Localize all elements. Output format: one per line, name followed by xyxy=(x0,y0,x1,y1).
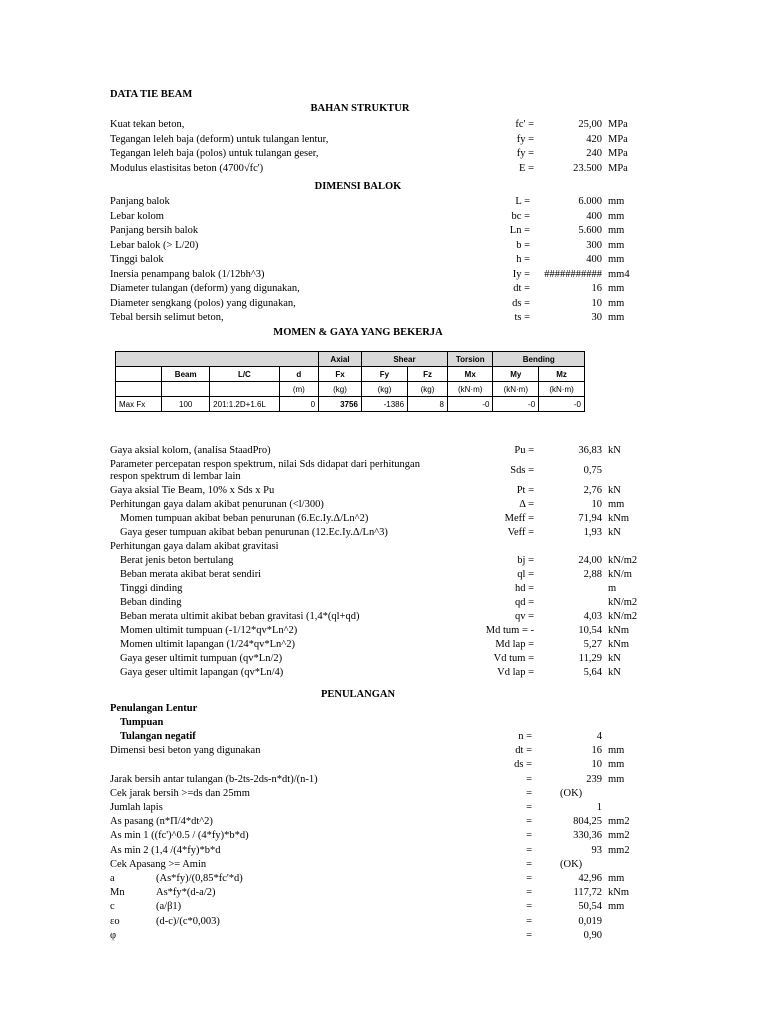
section-bahan-struktur: BAHAN STRUKTUR xyxy=(310,103,410,114)
row-value: 0,75 xyxy=(583,465,602,476)
row-label: Beban dinding xyxy=(120,597,182,608)
staad-cell: Torsion xyxy=(448,352,493,367)
row-label: Diameter sengkang (polos) yang digunakan, xyxy=(110,297,296,309)
row-value: 239 xyxy=(586,773,602,785)
row-value: 10 xyxy=(591,499,602,510)
row-value: ########### xyxy=(544,268,602,280)
staad-cell: Fx xyxy=(319,367,362,382)
row-value: 420 xyxy=(586,133,602,145)
staad-cell: (kN·m) xyxy=(539,382,585,397)
row-value: 93 xyxy=(591,844,602,856)
row-symbol: = xyxy=(526,873,532,884)
row-label: Inersia penampang balok (1/12bh^3) xyxy=(110,268,265,280)
row-unit: mm xyxy=(608,297,625,309)
row-label: Gaya aksial Tie Beam, 10% x Sds x Pu xyxy=(110,485,275,496)
row-symbol: qv = xyxy=(514,611,534,622)
row-label: Gaya geser tumpuan akibat beban penurunan (12.Ec.Iy.Δ/Ln^3) xyxy=(120,527,388,538)
row-label: Kuat tekan beton, xyxy=(110,119,185,130)
row-unit: mm4 xyxy=(608,268,630,280)
row-unit: kN/m2 xyxy=(608,611,638,622)
staad-row xyxy=(116,352,585,367)
row-unit: kN xyxy=(608,527,621,538)
row-unit: mm2 xyxy=(608,830,630,842)
row-unit: MPa xyxy=(608,148,628,159)
section-dimensi-balok: DIMENSI BALOK xyxy=(314,181,402,192)
row-value: 11,29 xyxy=(578,653,602,664)
row-value: 24,00 xyxy=(578,555,602,566)
row-value: 10 xyxy=(591,297,602,309)
row-label: As min 1 ((fc')^0.5 / (4*fy)*b*d) xyxy=(110,830,249,842)
row-label: Panjang bersih balok xyxy=(110,225,199,236)
staad-row xyxy=(116,382,585,397)
row-value: 330,36 xyxy=(573,830,602,842)
staad-cell xyxy=(116,352,319,367)
row-symbol: fc' = xyxy=(515,119,534,130)
row-unit: kNm xyxy=(608,513,629,524)
row-label: Tegangan leleh baja (deform) untuk tulangan lentur, xyxy=(110,133,329,145)
row-symbol: ql = xyxy=(517,569,534,580)
staad-cell: Bending xyxy=(493,352,585,367)
row-symbol: Meff = xyxy=(504,513,534,524)
staad-cell: (kN·m) xyxy=(448,382,493,397)
row-symbol: Pu = xyxy=(514,445,534,456)
row-value: 2,88 xyxy=(583,569,602,580)
staad-cell: Fz xyxy=(408,367,448,382)
row-symbol: b = xyxy=(516,239,530,251)
row-label: Cek jarak bersih >=ds dan 25mm xyxy=(110,787,250,799)
row-value: 10 xyxy=(591,759,602,771)
row-label: Cek Apasang >= Amin xyxy=(110,858,207,870)
row-symbol: = xyxy=(526,844,532,856)
row-symbol: fy = xyxy=(516,148,534,159)
row-label: Perhitungan gaya dalam akibat gravitasi xyxy=(110,541,279,552)
row-symbol: h = xyxy=(516,254,530,265)
row-unit: mm2 xyxy=(608,816,630,828)
row-check: (OK) xyxy=(560,858,583,870)
row-formula: As*fy*(d-a/2) xyxy=(156,887,216,899)
row-check: (OK) xyxy=(560,787,583,799)
row-formula: (As*fy)/(0,85*fc'*d) xyxy=(156,873,243,884)
row-value: 1,93 xyxy=(583,527,602,538)
staad-cell: Fy xyxy=(361,367,407,382)
row-value: 36,83 xyxy=(578,445,602,456)
row-symbol: = xyxy=(526,830,532,842)
row-value: 23.500 xyxy=(573,162,602,174)
staad-cell xyxy=(116,382,162,397)
row-symbol: fy = xyxy=(516,133,534,145)
row-symbol: qd = xyxy=(514,597,534,608)
row-label: Jarak bersih antar tulangan (b-2ts-2ds-n*dt)/(n-1) xyxy=(110,773,318,785)
staad-cell: My xyxy=(493,367,539,382)
row-unit: kNm xyxy=(608,625,629,636)
row-label: Momen tumpuan akibat beban penurunan (6.Ec.Iy.Δ/Ln^2) xyxy=(120,513,369,524)
staad-cell: (kg) xyxy=(319,382,362,397)
staad-row xyxy=(116,367,585,382)
row-symbol: = xyxy=(526,787,532,799)
row-value: 10,54 xyxy=(578,625,602,636)
row-symbol: = xyxy=(526,915,532,927)
row-unit: kN xyxy=(608,667,621,678)
staad-cell: -0 xyxy=(493,397,539,412)
staad-cell: d xyxy=(279,367,318,382)
row-label: εo xyxy=(110,915,120,927)
section-penulangan: PENULANGAN xyxy=(320,689,396,700)
row-unit: mm xyxy=(608,759,625,771)
row-label: Gaya geser ultimit tumpuan (qv*Ln/2) xyxy=(120,653,283,664)
row-label: φ xyxy=(110,929,117,941)
row-unit: MPa xyxy=(608,162,628,174)
staad-cell: L/C xyxy=(210,367,279,382)
row-symbol: Veff = xyxy=(507,527,534,538)
row-label: Tebal bersih selimut beton, xyxy=(110,312,224,323)
row-unit: kNm xyxy=(608,639,629,650)
row-symbol: = xyxy=(526,901,532,913)
row-label: Perhitungan gaya dalam akibat penurunan (<l/300) xyxy=(110,499,324,510)
row-value: 6.000 xyxy=(578,196,602,207)
row-symbol: L = xyxy=(515,196,530,207)
row-symbol: Vd lap = xyxy=(497,667,534,678)
staad-forces-table xyxy=(115,345,585,425)
staad-cell: (kg) xyxy=(408,382,448,397)
row-label: Momen ultimit tumpuan (-1/12*qv*Ln^2) xyxy=(120,625,298,636)
row-value: 71,94 xyxy=(578,513,602,524)
staad-cell: (m) xyxy=(279,382,318,397)
row-unit: mm xyxy=(608,210,625,222)
row-symbol: Md tum = - xyxy=(485,625,534,636)
row-unit: kN/m2 xyxy=(608,555,638,566)
row-unit: mm xyxy=(608,254,625,265)
staad-cell: Shear xyxy=(361,352,447,367)
row-value: 1 xyxy=(596,802,602,813)
staad-cell: Mx xyxy=(448,367,493,382)
row-value: 804,25 xyxy=(573,816,602,828)
row-symbol: = xyxy=(526,816,532,828)
row-label: Lebar kolom xyxy=(110,210,164,222)
staad-cell: -0 xyxy=(448,397,493,412)
row-value: 240 xyxy=(586,148,602,159)
row-label: Beban merata ultimit akibat beban gravitasi (1,4*(ql+qd) xyxy=(120,611,360,622)
row-symbol: dt = xyxy=(515,745,532,757)
staad-cell: 8 xyxy=(408,397,448,412)
row-symbol: Sds = xyxy=(510,465,534,476)
row-label: Mn xyxy=(110,887,125,899)
row-unit: mm xyxy=(608,773,625,785)
row-label: Tegangan leleh baja (polos) untuk tulangan geser, xyxy=(110,148,319,159)
row-label: a xyxy=(110,873,115,884)
row-unit: kN/m xyxy=(608,569,632,580)
row-unit: mm xyxy=(608,196,625,207)
row-label: Beban merata akibat berat sendiri xyxy=(120,569,262,580)
row-value: 117,72 xyxy=(573,887,602,899)
row-label: c xyxy=(110,901,115,913)
staad-cell: -0 xyxy=(539,397,585,412)
staad-cell xyxy=(116,367,162,382)
row-unit: kNm xyxy=(608,887,629,899)
row-symbol: ts = xyxy=(514,312,530,323)
row-symbol: ds = xyxy=(512,297,530,309)
row-value: 30 xyxy=(591,312,602,323)
section-momen-gaya: MOMEN & GAYA YANG BEKERJA xyxy=(273,327,443,338)
row-unit: mm xyxy=(608,499,625,510)
table-crop-edge xyxy=(115,345,585,351)
staad-cell: 0 xyxy=(279,397,318,412)
row-unit: MPa xyxy=(608,119,628,130)
row-value: 5,64 xyxy=(583,667,602,678)
row-value: 4 xyxy=(596,731,602,742)
row-value: 2,76 xyxy=(583,485,602,496)
row-unit: mm xyxy=(608,312,625,323)
staad-cell: 100 xyxy=(162,397,210,412)
row-symbol: Ln = xyxy=(509,225,530,236)
row-value: 42,96 xyxy=(578,873,602,884)
staad-cell: 3756 xyxy=(319,397,362,412)
row-symbol: Vd tum = xyxy=(493,653,534,664)
row-value: 50,54 xyxy=(578,901,602,913)
row-label: Gaya geser ultimit lapangan (qv*Ln/4) xyxy=(120,667,284,678)
row-label: Gaya aksial kolom, (analisa StaadPro) xyxy=(110,445,271,456)
row-unit: m xyxy=(608,583,617,594)
row-value: 4,03 xyxy=(583,611,602,622)
row-label: Berat jenis beton bertulang xyxy=(120,555,234,566)
staad-cell: Beam xyxy=(162,367,210,382)
row-symbol: bc = xyxy=(511,210,530,222)
row-label: Tinggi balok xyxy=(110,254,164,265)
row-value: 16 xyxy=(591,745,602,757)
row-unit: mm xyxy=(608,283,625,294)
row-label: Momen ultimit lapangan (1/24*qv*Ln^2) xyxy=(120,639,295,650)
row-unit: mm xyxy=(608,239,625,251)
row-label: Modulus elastisitas beton (4700√fc') xyxy=(110,162,264,174)
row-label: Dimensi besi beton yang digunakan xyxy=(110,745,261,757)
staad-cell: (kN·m) xyxy=(493,382,539,397)
row-value: 0,019 xyxy=(578,915,602,927)
row-label: Diameter tulangan (deform) yang digunakan, xyxy=(110,283,300,294)
row-symbol: hd = xyxy=(514,583,534,594)
row-symbol: dt = xyxy=(513,283,530,294)
row-symbol: n = xyxy=(518,731,532,742)
row-symbol: bj = xyxy=(517,555,534,566)
row-value: 400 xyxy=(586,254,602,265)
staad-cell: -1386 xyxy=(361,397,407,412)
row-unit: MPa xyxy=(608,133,628,145)
row-symbol: = xyxy=(526,858,532,870)
row-value: 16 xyxy=(591,283,602,294)
row-symbol: = xyxy=(526,802,532,813)
staad-cell: 201:1.2D+1.6L xyxy=(210,397,279,412)
row-unit: mm xyxy=(608,901,625,913)
tumpuan-heading: Tumpuan xyxy=(120,717,164,728)
row-symbol: = xyxy=(526,929,532,941)
row-unit: mm xyxy=(608,745,625,757)
row-formula: (d-c)/(c*0,003) xyxy=(156,915,220,927)
row-value: 5,27 xyxy=(583,639,602,650)
row-value: 300 xyxy=(586,239,602,251)
row-label: As pasang (n*Π/4*dt^2) xyxy=(110,816,213,828)
row-value: 0,90 xyxy=(583,929,602,941)
row-symbol: Pt = xyxy=(516,485,534,496)
row-label: Lebar balok (> L/20) xyxy=(110,239,199,251)
staad-cell: (kg) xyxy=(361,382,407,397)
row-symbol: = xyxy=(526,773,532,785)
row-unit: kN xyxy=(608,445,621,456)
row-unit: mm xyxy=(608,873,625,884)
row-unit: kN xyxy=(608,485,621,496)
row-symbol: Md lap = xyxy=(495,639,534,650)
row-symbol: = xyxy=(526,887,532,899)
row-unit: kN xyxy=(608,653,621,664)
row-formula: (a/β1) xyxy=(156,901,182,913)
row-symbol: ds = xyxy=(514,759,532,771)
row-value: 400 xyxy=(586,210,602,222)
row-label: Panjang balok xyxy=(110,196,170,207)
row-symbol: E = xyxy=(519,162,534,174)
row-value: 25,00 xyxy=(578,119,602,130)
staad-cell xyxy=(210,382,279,397)
staad-cell: Axial xyxy=(319,352,362,367)
row-unit: mm xyxy=(608,225,625,236)
row-value: 5.600 xyxy=(578,225,602,236)
staad-row xyxy=(116,397,585,412)
row-unit: kN/m2 xyxy=(608,597,638,608)
row-symbol: Δ = xyxy=(519,499,534,510)
row-label: As min 2 (1,4 /(4*fy)*b*d xyxy=(110,844,221,856)
staad-cell: Mz xyxy=(539,367,585,382)
row-label-continued: respon spektrum di lembar lain xyxy=(110,471,241,482)
staad-table xyxy=(115,351,585,412)
staad-cell xyxy=(162,382,210,397)
row-symbol: Iy = xyxy=(512,268,530,280)
row-unit: mm2 xyxy=(608,844,630,856)
tulangan-negatif-heading: Tulangan negatif xyxy=(120,731,196,742)
row-label: Parameter percepatan respon spektrum, nilai Sds didapat dari perhitungan xyxy=(110,459,420,470)
staad-cell: Max Fx xyxy=(116,397,162,412)
row-label: Tinggi dinding xyxy=(120,583,183,594)
row-label: Jumlah lapis xyxy=(110,802,163,813)
doc-title: DATA TIE BEAM xyxy=(110,89,193,100)
penulangan-lentur-heading: Penulangan Lentur xyxy=(110,703,198,714)
